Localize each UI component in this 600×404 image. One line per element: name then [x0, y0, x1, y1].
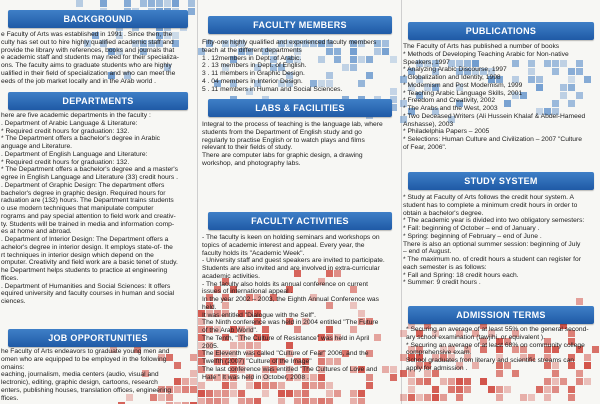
mosaic-tile	[528, 394, 535, 401]
text-line: omen who are equipped to be employed in the following	[1, 355, 167, 363]
mosaic-tile	[214, 390, 221, 397]
text-line: bachelor's degree in graphic design. Required hours for	[1, 189, 166, 197]
text-line: * The Arabs and the West, 2003	[403, 105, 498, 112]
background-text	[1, 31, 179, 85]
mosaic-tile	[488, 386, 495, 393]
mosaic-tile	[408, 394, 415, 401]
mosaic-tile	[350, 398, 357, 404]
text-line: e Faculty of Arts was established in 1991 . Since then, the	[1, 31, 173, 38]
text-line: Anshasse), 2003	[403, 120, 454, 128]
text-line: It was entitled "Dialogue with the Self".	[202, 311, 317, 319]
text-line: topics of academic interest and appeal. Every year, the	[202, 241, 365, 249]
text-line: here are five academic departments in the faculty :	[1, 112, 151, 119]
faculty-members-heading: FACULTY MEMBERS	[208, 16, 392, 34]
mosaic-tile	[390, 88, 397, 95]
mosaic-tile	[222, 398, 229, 404]
text-line: Integral to the process of teaching is the language lab, where	[202, 121, 383, 128]
mosaic-tile	[440, 394, 447, 401]
text-line: provide the library with references, books and journals that	[1, 46, 175, 54]
text-line: . Department of English Language and Literature:	[1, 150, 148, 158]
mosaic-tile	[246, 382, 253, 389]
mosaic-tile	[456, 386, 463, 393]
mosaic-tile	[440, 378, 447, 385]
text-line: ualified in their field of specialization and who can meet the	[1, 69, 176, 77]
text-line: workshop, and photography labs.	[202, 159, 301, 167]
mosaic-tile	[432, 394, 439, 401]
text-line: lectronic), editing, graphic design, cartoons, research	[1, 379, 158, 386]
text-line: There are computer labs for graphic design, a drawing	[202, 152, 363, 159]
mosaic-tile	[544, 386, 551, 393]
text-line: . Department of Interior Design: The Department offers a	[1, 236, 169, 243]
mosaic-tile	[254, 398, 261, 404]
mosaic-tile	[326, 382, 333, 389]
mosaic-tile	[318, 382, 325, 389]
text-line: eeds of the job market locally and in the Arab world .	[1, 77, 157, 85]
mosaic-tile	[190, 354, 197, 361]
text-line: of Fear, 2006".	[403, 143, 447, 151]
mosaic-tile	[536, 386, 543, 393]
text-line: * The maximum no. of credit hours a student can register for	[403, 256, 581, 263]
text-line: ary school examination (tawjihi, or equivalent ).	[406, 333, 546, 341]
mosaic-tile	[408, 386, 415, 393]
text-line: * Spring: beginning of February – end of June .	[403, 232, 542, 240]
mosaic-tile	[358, 390, 365, 397]
mosaic-tile	[124, 0, 131, 7]
mosaic-tile	[278, 398, 285, 404]
mosaic-tile	[552, 386, 559, 393]
text-line: * Required credit hours for graduation: 132.	[1, 127, 130, 135]
mosaic-tile	[206, 398, 213, 404]
text-line: * Modernism and Post Modernism, 1999	[403, 81, 523, 89]
mosaic-tile	[310, 382, 317, 389]
panel-middle	[197, 0, 402, 404]
mosaic-tile	[592, 346, 599, 353]
mosaic-tile	[448, 386, 455, 393]
text-line: ffices.	[1, 394, 19, 402]
mosaic-tile	[408, 378, 415, 385]
mosaic-tile	[416, 378, 423, 385]
text-line: eaching, journalism, media centers (audio, visual and	[1, 371, 159, 379]
mosaic-tile	[182, 378, 189, 385]
mosaic-tile	[188, 0, 195, 7]
text-line: There is also an optional summer session: beginning of July	[403, 240, 581, 248]
text-line: * Analyzing Arabic Discourse, 1997	[403, 66, 507, 74]
text-line: * The Department offers a bachelor's degree and a master's	[1, 166, 179, 174]
mosaic-tile	[164, 0, 171, 7]
mosaic-tile	[576, 378, 583, 385]
text-line: each semester is as follows:	[403, 263, 487, 271]
text-line: teach at the different departments	[202, 46, 302, 54]
mosaic-tile	[350, 390, 357, 397]
text-line: 2005.	[202, 342, 219, 350]
text-line: achelor's degree in interior design. It employs state-of- the	[1, 243, 173, 251]
text-line: 4 . 04 members in Interior Design.	[202, 77, 303, 85]
text-line: raduation are (132) hours. The Department trains students	[1, 197, 174, 205]
text-line: omputer. Creativity and field work are a basic tenet of study.	[1, 259, 178, 267]
mosaic-tile	[302, 390, 309, 397]
text-line: * Fall and Spring: 18 credit hours each.	[403, 271, 519, 279]
text-line: Fifty-one highly qualified and experienced faculty members	[202, 39, 377, 46]
mosaic-tile	[294, 390, 301, 397]
mosaic-tile	[198, 390, 205, 397]
mosaic-tile	[432, 386, 439, 393]
mosaic-tile	[238, 398, 245, 404]
text-line: - University staff and guest speakers are invited to participate.	[202, 257, 385, 265]
text-line: ons. The faculty aims to graduate students who are highly	[1, 62, 172, 69]
text-line: The last conference was entitled "The Cultures of Love and	[202, 365, 378, 373]
text-line: regularly to practise English or to watch plays and films	[202, 136, 365, 144]
mosaic-tile	[400, 394, 407, 401]
text-line: 1 . 12members in Dept. of Arabic.	[202, 54, 302, 62]
text-line: 5 . 11 members in Human and Social Sciences.	[202, 85, 343, 93]
mosaic-tile	[206, 390, 213, 397]
mosaic-tile	[148, 0, 155, 7]
mosaic-tile	[552, 378, 559, 385]
mosaic-tile	[254, 382, 261, 389]
text-line: 2 . 13 members in Dept. of English.	[202, 62, 307, 70]
mosaic-tile	[76, 0, 83, 7]
mosaic-tile	[302, 382, 309, 389]
text-line: es at home and abroad.	[1, 228, 72, 236]
mosaic-tile	[568, 394, 575, 401]
mosaic-tile	[576, 298, 583, 305]
mosaic-tile	[156, 0, 163, 7]
text-line: * Summer: 9 credit hours .	[403, 279, 481, 287]
mosaic-tile	[456, 378, 463, 385]
text-line: The Tenth, " The Culture of Resistance" was held in April	[202, 334, 370, 342]
admission-terms-heading: ADMISSION TERMS	[408, 306, 594, 324]
faculty-members-text	[202, 39, 376, 93]
text-line: enters, publishing houses, translation offices, engineering	[1, 386, 172, 394]
text-line: of the Arab World".	[202, 327, 258, 334]
mosaic-tile	[190, 386, 197, 393]
mosaic-tile	[286, 390, 293, 397]
publications-text	[403, 43, 585, 152]
faculty-activities-text	[202, 234, 385, 381]
text-line: * Securing an average of at least 68% on community college	[406, 341, 585, 349]
background-heading: BACKGROUND	[8, 10, 188, 28]
text-line: equired university and faculty courses in human and social	[1, 290, 175, 298]
mosaic-tile	[424, 378, 431, 385]
text-line: held.	[202, 303, 217, 311]
faculty-activities-heading: FACULTY ACTIVITIES	[208, 212, 392, 230]
mosaic-tile	[190, 370, 197, 377]
mosaic-tile	[334, 390, 341, 397]
text-line: omains:	[1, 363, 25, 371]
text-line: * Two Deceased Writers (Ali Hussein Khalaf & Abdel-Hameed	[403, 112, 586, 120]
text-line: anguage and Literature.	[1, 143, 73, 150]
text-line: 3 . 11 members in Graphic Design.	[202, 70, 305, 77]
text-line: o use modern techniques that manipulate computer	[1, 205, 154, 212]
text-line: In the year 2002 – 2003, the Eighth Annual Conference was	[202, 296, 379, 303]
text-line: relevant to their fields of study.	[202, 144, 293, 152]
mosaic-tile	[382, 48, 389, 55]
text-line: - The faculty also holds its annual conference on current	[202, 280, 369, 288]
text-line: he Department helps students to practice at engineering	[1, 267, 168, 274]
mosaic-tile	[416, 394, 423, 401]
text-line: * Methods of Developing Teaching Arabic for Non-native	[403, 50, 569, 58]
text-line: . Department of Graphic Design: The department offers	[1, 181, 165, 189]
text-line: faculty holds its "Academic Week".	[202, 249, 305, 257]
mosaic-tile	[246, 398, 253, 404]
panel-right	[400, 0, 600, 404]
mosaic-tile	[140, 0, 147, 7]
mosaic-tile	[568, 386, 575, 393]
mosaic-tile	[464, 386, 471, 393]
text-line: The Ninth conference was held in 2004 entitled "The Future	[202, 319, 379, 327]
text-line: apply for admission .	[406, 364, 468, 372]
mosaic-tile	[214, 398, 221, 404]
mosaic-tile	[172, 0, 179, 7]
text-line: students from the Department of English study and go	[202, 128, 362, 136]
mosaic-tile	[584, 378, 591, 385]
text-line: - The faculty is keen on holding seminars and workshops on	[202, 234, 380, 241]
text-line: comprehensive exam.	[406, 349, 472, 357]
mosaic-tile	[520, 394, 527, 401]
departments-heading: DEPARTMENTS	[8, 92, 188, 110]
admission-terms-text	[406, 326, 589, 373]
text-line: egree in English Language and Literature (33) credit hours .	[1, 174, 178, 181]
text-line: academic activities.	[202, 272, 260, 280]
text-line: ffices.	[1, 274, 19, 282]
publications-heading: PUBLICATIONS	[408, 22, 594, 40]
mosaic-tile	[238, 390, 245, 397]
mosaic-tile	[294, 398, 301, 404]
mosaic-tile	[190, 378, 197, 385]
mosaic-tile	[382, 40, 389, 47]
text-line: rograms and pay special attention to field work and creativ-	[1, 212, 176, 220]
mosaic-tile	[174, 386, 181, 393]
text-line: Hate " It was held in October, 2008 .	[202, 373, 309, 381]
mosaic-tile	[358, 398, 365, 404]
mosaic-tile	[302, 398, 309, 404]
text-line: issues of international appeal .	[202, 288, 293, 296]
mosaic-tile	[318, 398, 325, 404]
text-line: School graduates from literary and scientific streams can	[406, 357, 575, 364]
mosaic-tile	[310, 398, 317, 404]
text-line: student has to complete a minimum credit hours in order to	[403, 201, 578, 209]
text-line: obtain a bachelor's degree.	[403, 209, 484, 217]
study-system-text	[403, 194, 584, 287]
text-line: * The Department offers a bachelor's degree in Arabic	[1, 135, 161, 143]
mosaic-tile	[496, 386, 503, 393]
labs-facilities-text	[202, 121, 383, 168]
text-line: Students are also invited and are involved in extra-curricular	[202, 265, 380, 272]
mosaic-tile	[326, 390, 333, 397]
text-line: The Faculty of Arts has published a number of books	[403, 43, 560, 50]
mosaic-tile	[504, 386, 511, 393]
mosaic-tile	[188, 8, 195, 15]
mosaic-tile	[496, 394, 503, 401]
mosaic-tile	[198, 398, 205, 404]
mosaic-tile	[544, 378, 551, 385]
mosaic-tile	[544, 394, 551, 401]
mosaic-tile	[262, 382, 269, 389]
mosaic-tile	[278, 390, 285, 397]
job-opportunities-text	[1, 348, 171, 402]
text-line: * Philadelphia Papers – 2005	[403, 128, 490, 136]
text-line: * Fall: beginning of October – end of January .	[403, 225, 540, 232]
text-line: . Department of Humanities and Social Sciences: It offers	[1, 282, 171, 290]
mosaic-tile	[182, 386, 189, 393]
mosaic-tile	[270, 382, 277, 389]
mosaic-tile	[222, 390, 229, 397]
mosaic-tile	[230, 382, 237, 389]
text-line: The Eleventh was called "Culture of Fear" 2006, and the	[202, 350, 369, 358]
study-system-heading: STUDY SYSTEM	[408, 172, 594, 190]
mosaic-tile	[262, 390, 269, 397]
mosaic-tile	[222, 382, 229, 389]
text-line: * Securing an average of at least 55% on the general second-	[406, 326, 589, 333]
mosaic-tile	[390, 374, 397, 381]
text-line: he Faculty of Arts endeavors to graduate young men and	[1, 348, 170, 355]
mosaic-tile	[456, 394, 463, 401]
text-line: rt techniques in interior design which depend on the	[1, 251, 154, 259]
mosaic-tile	[174, 362, 181, 369]
text-line: . Department of Arabic Language & Literature:	[1, 119, 138, 127]
job-opportunities-heading: JOB OPPORTUNITIES	[8, 329, 188, 347]
text-line: * Globalization and Identity, 1998	[403, 74, 501, 81]
text-line: * Teaching Arabic Language Skills, 2001	[403, 89, 523, 97]
text-line: – end of August.	[403, 248, 452, 256]
mosaic-tile	[560, 378, 567, 385]
text-line: * The academic year is divided into two obligatory semesters:	[403, 217, 585, 225]
mosaic-tile	[278, 382, 285, 389]
mosaic-tile	[390, 366, 397, 373]
mosaic-tile	[100, 0, 107, 7]
mosaic-tile	[326, 398, 333, 404]
mosaic-tile	[390, 56, 397, 63]
mosaic-tile	[464, 378, 471, 385]
labs-facilities-heading: LABS & FACILITIES	[208, 99, 392, 117]
text-line: ciences.	[1, 298, 26, 305]
mosaic-tile	[198, 382, 205, 389]
mosaic-tile	[480, 378, 487, 385]
text-line: * Selections: Human Culture and Civilization – 2007 "Culture	[403, 136, 582, 143]
text-line: * Study at Faculty of Arts follows the credit hour system. A	[403, 194, 574, 201]
text-line: * Required credit hours for graduation: 132.	[1, 158, 130, 166]
mosaic-tile	[424, 394, 431, 401]
departments-text	[1, 112, 178, 306]
mosaic-tile	[448, 378, 455, 385]
mosaic-tile	[174, 378, 181, 385]
mosaic-tile	[230, 390, 237, 397]
text-line: culty has set out to hire highly qualified academic staff and	[1, 38, 174, 46]
panel-left	[0, 0, 197, 404]
text-line: e academic staff and students may need for their specializa-	[1, 54, 179, 62]
text-line: Twelfth (2007) "Culture of the Image"	[202, 358, 312, 365]
mosaic-tile	[366, 382, 373, 389]
text-line: * Freedom and Creativity, 2002	[403, 97, 496, 105]
text-line: ty. Students will be trained in media and information comp-	[1, 220, 175, 228]
text-line: Speakers, 1997	[403, 58, 450, 66]
